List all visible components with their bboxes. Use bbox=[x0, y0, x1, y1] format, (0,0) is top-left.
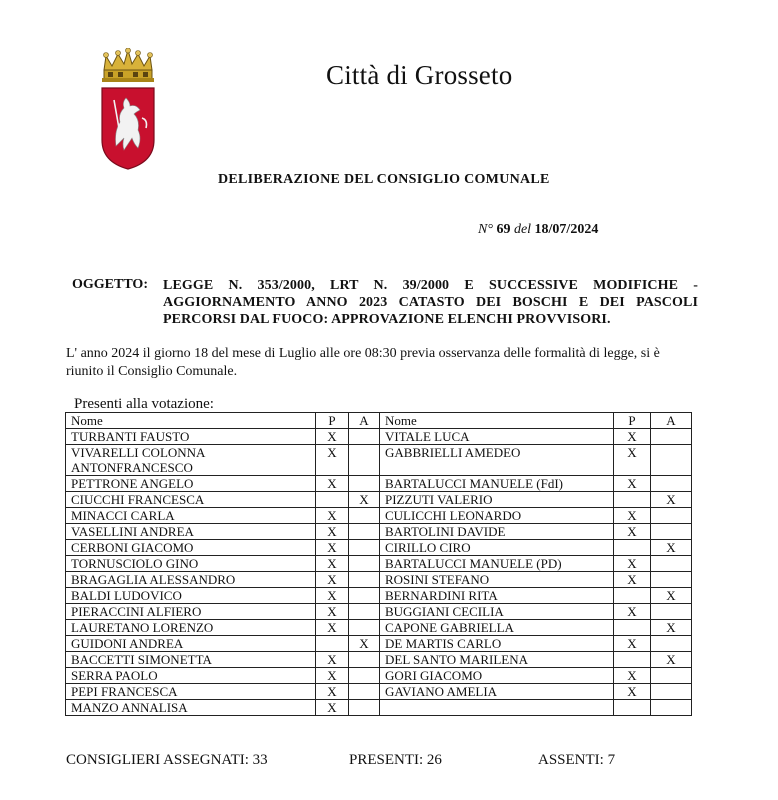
crown-icon bbox=[102, 48, 154, 82]
absent-mark-right: X bbox=[651, 540, 692, 556]
header-absent-right: A bbox=[651, 413, 692, 429]
present-mark-right: X bbox=[614, 636, 651, 652]
councillor-name-left: BRAGAGLIA ALESSANDRO bbox=[66, 572, 316, 588]
councillor-name-left: SERRA PAOLO bbox=[66, 668, 316, 684]
table-row bbox=[66, 445, 692, 476]
table-row bbox=[66, 556, 692, 572]
councillor-name-left: MANZO ANNALISA bbox=[66, 700, 316, 716]
present-mark-right: X bbox=[614, 429, 651, 445]
absent-mark-left bbox=[349, 508, 380, 524]
councillor-name-right: CIRILLO CIRO bbox=[380, 540, 614, 556]
table-row bbox=[66, 700, 692, 716]
councillor-name-right: PIZZUTI VALERIO bbox=[380, 492, 614, 508]
councillor-name-left: TURBANTI FAUSTO bbox=[66, 429, 316, 445]
councillor-name-left: CIUCCHI FRANCESCA bbox=[66, 492, 316, 508]
councillor-name-right: BARTALUCCI MANUELE (FdI) bbox=[380, 476, 614, 492]
header-name-left: Nome bbox=[66, 413, 316, 429]
table-row bbox=[66, 540, 692, 556]
absent-mark-left bbox=[349, 572, 380, 588]
present-mark-left bbox=[316, 636, 349, 652]
absent-mark-right bbox=[651, 445, 692, 476]
councillor-name-right: DEL SANTO MARILENA bbox=[380, 652, 614, 668]
table-row bbox=[66, 492, 692, 508]
present-mark-right bbox=[614, 492, 651, 508]
absent-mark-left bbox=[349, 524, 380, 540]
councillor-name-left: MINACCI CARLA bbox=[66, 508, 316, 524]
present-mark-left: X bbox=[316, 556, 349, 572]
councillor-name-right: DE MARTIS CARLO bbox=[380, 636, 614, 652]
absent-mark-right: X bbox=[651, 588, 692, 604]
present-mark-right bbox=[614, 652, 651, 668]
table-header-row bbox=[66, 413, 692, 429]
header-present-left: P bbox=[316, 413, 349, 429]
table-row bbox=[66, 524, 692, 540]
present-mark-right: X bbox=[614, 508, 651, 524]
absent-mark-left bbox=[349, 620, 380, 636]
present-mark-right: X bbox=[614, 572, 651, 588]
councillor-name-right: CULICCHI LEONARDO bbox=[380, 508, 614, 524]
present-mark-right: X bbox=[614, 684, 651, 700]
absent-mark-right bbox=[651, 572, 692, 588]
present-mark-left: X bbox=[316, 445, 349, 476]
document-type-heading: DELIBERAZIONE DEL CONSIGLIO COMUNALE bbox=[218, 172, 550, 187]
present-mark-left: X bbox=[316, 652, 349, 668]
absent-mark-right bbox=[651, 604, 692, 620]
table-row bbox=[66, 429, 692, 445]
absent-mark-left: X bbox=[349, 492, 380, 508]
absent-mark-right bbox=[651, 700, 692, 716]
deliberation-date: 18/07/2024 bbox=[534, 222, 599, 237]
present-mark-left: X bbox=[316, 620, 349, 636]
table-row bbox=[66, 620, 692, 636]
present-mark-right: X bbox=[614, 556, 651, 572]
present-mark-right: X bbox=[614, 445, 651, 476]
present-mark-right: X bbox=[614, 604, 651, 620]
present-mark-left: X bbox=[316, 476, 349, 492]
present-mark-left bbox=[316, 492, 349, 508]
councillor-name-right: BUGGIANI CECILIA bbox=[380, 604, 614, 620]
councillor-name-left: PEPI FRANCESCA bbox=[66, 684, 316, 700]
absent-mark-right bbox=[651, 684, 692, 700]
absent-mark-left bbox=[349, 445, 380, 476]
absent-mark-right: X bbox=[651, 492, 692, 508]
attendance-label: Presenti alla votazione: bbox=[74, 396, 214, 412]
present-mark-right bbox=[614, 540, 651, 556]
present-mark-right bbox=[614, 700, 651, 716]
absent-mark-left bbox=[349, 700, 380, 716]
absent-mark-right bbox=[651, 524, 692, 540]
present-mark-left: X bbox=[316, 700, 349, 716]
absent-mark-right bbox=[651, 556, 692, 572]
councillor-name-right: BARTOLINI DAVIDE bbox=[380, 524, 614, 540]
header-name-right: Nome bbox=[380, 413, 614, 429]
councillor-name-left: BACCETTI SIMONETTA bbox=[66, 652, 316, 668]
present-mark-left: X bbox=[316, 540, 349, 556]
absent-mark-right bbox=[651, 429, 692, 445]
present-mark-right: X bbox=[614, 476, 651, 492]
absent-count: ASSENTI: 7 bbox=[538, 752, 616, 768]
absent-mark-left bbox=[349, 588, 380, 604]
subject-label: OGGETTO: bbox=[72, 277, 148, 292]
absent-mark-left bbox=[349, 476, 380, 492]
councillor-name-right: BARTALUCCI MANUELE (PD) bbox=[380, 556, 614, 572]
present-mark-left: X bbox=[316, 572, 349, 588]
attendance-table-body bbox=[66, 413, 692, 716]
present-mark-left: X bbox=[316, 588, 349, 604]
deliberation-number-line bbox=[478, 222, 598, 238]
date-prefix: del bbox=[513, 222, 532, 237]
absent-mark-left bbox=[349, 429, 380, 445]
present-mark-right bbox=[614, 620, 651, 636]
table-row bbox=[66, 588, 692, 604]
absent-mark-right bbox=[651, 636, 692, 652]
deliberation-number: 69 bbox=[496, 222, 511, 237]
councillor-name-right: GABBRIELLI AMEDEO bbox=[380, 445, 614, 476]
present-mark-left: X bbox=[316, 684, 349, 700]
absent-mark-left bbox=[349, 684, 380, 700]
present-mark-left: X bbox=[316, 668, 349, 684]
number-prefix: N° bbox=[478, 222, 493, 237]
absent-mark-right bbox=[651, 668, 692, 684]
councillor-name-left: CERBONI GIACOMO bbox=[66, 540, 316, 556]
absent-mark-left bbox=[349, 652, 380, 668]
absent-mark-left: X bbox=[349, 636, 380, 652]
table-row bbox=[66, 668, 692, 684]
councillor-name-right: ROSINI STEFANO bbox=[380, 572, 614, 588]
councillor-name-left: PETTRONE ANGELO bbox=[66, 476, 316, 492]
councillors-assigned: CONSIGLIERI ASSEGNATI: 33 bbox=[66, 752, 268, 768]
table-row bbox=[66, 684, 692, 700]
table-row bbox=[66, 572, 692, 588]
present-mark-left: X bbox=[316, 604, 349, 620]
intro-paragraph: L' anno 2024 il giorno 18 del mese di Luglio alle ore 08:30 previa osservanza delle formalità di legge, si è riunito il Consiglio Comunale. bbox=[66, 346, 660, 379]
councillor-name-right bbox=[380, 700, 614, 716]
present-mark-left: X bbox=[316, 524, 349, 540]
councillor-name-right: VITALE LUCA bbox=[380, 429, 614, 445]
table-row bbox=[66, 636, 692, 652]
absent-mark-right bbox=[651, 476, 692, 492]
councillor-name-right: BERNARDINI RITA bbox=[380, 588, 614, 604]
absent-mark-left bbox=[349, 540, 380, 556]
absent-mark-right: X bbox=[651, 620, 692, 636]
attendance-table bbox=[65, 412, 692, 716]
header-present-right: P bbox=[614, 413, 651, 429]
councillor-name-left: BALDI LUDOVICO bbox=[66, 588, 316, 604]
city-title: Città di Grosseto bbox=[326, 60, 513, 90]
absent-mark-left bbox=[349, 556, 380, 572]
absent-mark-right bbox=[651, 508, 692, 524]
present-mark-right: X bbox=[614, 668, 651, 684]
councillor-name-left: PIERACCINI ALFIERO bbox=[66, 604, 316, 620]
councillor-name-left: LAURETANO LORENZO bbox=[66, 620, 316, 636]
councillor-name-left: TORNUSCIOLO GINO bbox=[66, 556, 316, 572]
absent-mark-left bbox=[349, 604, 380, 620]
absent-mark-left bbox=[349, 668, 380, 684]
councillor-name-right: CAPONE GABRIELLA bbox=[380, 620, 614, 636]
councillor-name-right: GAVIANO AMELIA bbox=[380, 684, 614, 700]
header-absent-left: A bbox=[349, 413, 380, 429]
table-row bbox=[66, 508, 692, 524]
present-mark-right: X bbox=[614, 524, 651, 540]
subject-text: LEGGE N. 353/2000, LRT N. 39/2000 E SUCCESSIVE MODIFICHE - AGGIORNAMENTO ANNO 2023 CATASTO DEI BOSCHI E DEI PASCOLI PERCORSI DAL FUOCO: APPROVAZIONE ELENCHI PROVVISORI. bbox=[163, 278, 698, 327]
table-row bbox=[66, 604, 692, 620]
councillor-name-left: VIVARELLI COLONNA ANTONFRANCESCO bbox=[66, 445, 316, 476]
absent-mark-right: X bbox=[651, 652, 692, 668]
present-mark-right bbox=[614, 588, 651, 604]
present-count: PRESENTI: 26 bbox=[349, 752, 442, 768]
councillor-name-left: GUIDONI ANDREA bbox=[66, 636, 316, 652]
councillor-name-left: VASELLINI ANDREA bbox=[66, 524, 316, 540]
table-row bbox=[66, 652, 692, 668]
city-coat-of-arms bbox=[96, 48, 160, 170]
present-mark-left: X bbox=[316, 429, 349, 445]
present-mark-left: X bbox=[316, 508, 349, 524]
shield-icon bbox=[102, 88, 154, 169]
table-row bbox=[66, 476, 692, 492]
councillor-name-right: GORI GIACOMO bbox=[380, 668, 614, 684]
